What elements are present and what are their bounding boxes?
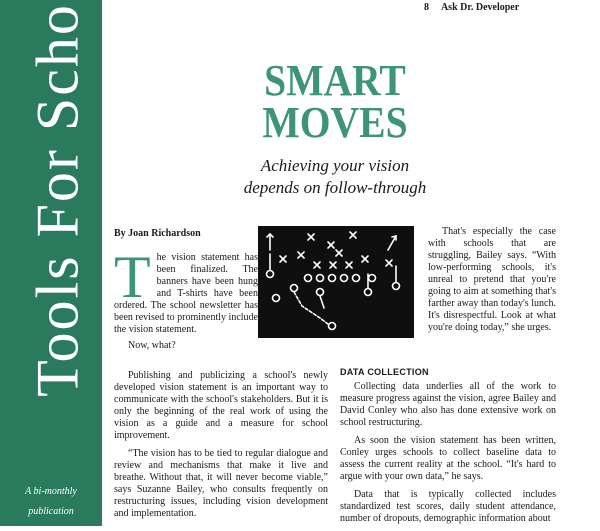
- article-column-1: [114, 244, 258, 356]
- page-number: 8: [424, 2, 429, 13]
- subtitle-line-2: depends on follow-through: [243, 178, 427, 197]
- publication-title: Tools For Scho: [24, 3, 91, 397]
- subtitle: [200, 155, 470, 199]
- paragraph-7: As soon the vision statement has been written, Conley urges schools to collect baseline data to assess the current reality at the school. “It's hard to argue with your own data,” he says.: [340, 435, 556, 482]
- section-heading: DATA COLLECTION: [340, 367, 429, 377]
- frequency-line-2: publication: [28, 506, 74, 517]
- headline-line-2: MOVES: [262, 98, 408, 147]
- headline: [214, 56, 457, 147]
- paragraph-3: Publishing and publicizing a school's newly developed vision statement is an important way to communicate with the school's stakeholders. But it is only the beginning of the real work of using the vision as a guide and a measure for school improvement.: [114, 370, 328, 441]
- paragraph-4: “The vision has to be tied to regular dialogue and review and mechanisms that make it live and breathe. Without that, it will never become viable,” says Suzanne Bailey, who consults frequently on restructuring issues, including vision development and implementation.: [114, 448, 328, 519]
- headline-line-1: SMART: [264, 56, 406, 105]
- article-column-2-upper: [340, 226, 556, 340]
- article-column-1-lower: [114, 370, 328, 526]
- running-header: [424, 2, 519, 13]
- paragraph-2: Now, what?: [128, 340, 176, 351]
- sidebar-banner: [0, 0, 102, 526]
- frequency-line-1: A bi-monthly: [25, 486, 77, 497]
- publication-frequency: [0, 484, 102, 524]
- paragraph-5: That's especially the case with schools that are struggling, Bailey says. “With low-performing schools, it's unreal to pretend that you're going to aim at something that's farther away than today's lunch. It's disrespectful. Look at what you're doing today,” she urges.: [428, 226, 556, 333]
- subtitle-line-1: Achieving your vision: [260, 156, 410, 175]
- article-column-2: [340, 366, 556, 531]
- paragraph-8: Data that is typically collected includes standardized test scores, daily student attendance, number of dropouts, demographic information about: [340, 489, 556, 524]
- paragraph-1: he vision statement has been finalized. The banners have been hung and T-shirts have been ordered. The school newsletter has been revised to prominently include the vision statement.: [114, 252, 258, 335]
- section-name: Ask Dr. Developer: [440, 2, 520, 13]
- paragraph-6: Collecting data underlies all of the work to measure progress against the vision, agree Bailey and David Conley who also has done extensive work on school restructuring.: [340, 381, 556, 428]
- drop-cap: T: [114, 244, 151, 310]
- byline: By Joan Richardson: [114, 228, 201, 239]
